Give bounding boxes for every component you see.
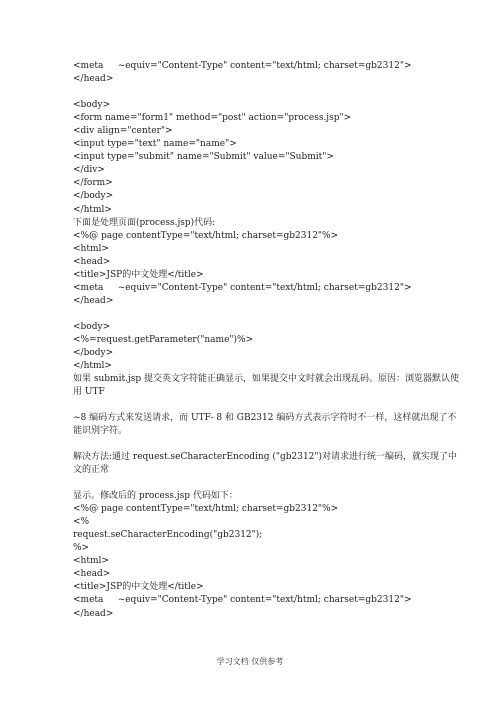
code-block-2 (73, 503, 463, 620)
code-line: <head> (73, 569, 111, 580)
code-line: <body> (73, 321, 111, 332)
code-line: <%@ page contentType="text/html; charset=gb2312"%> (73, 504, 339, 515)
code-line: <form name="form1" method="post" action="process.jsp"> (73, 113, 352, 124)
paragraph: 显示。修改后的 process.jsp 代码如下： (73, 491, 238, 502)
paragraph: ~8 编码方式来发送请求，而 UTF- 8 和 GB2312 编码方式表示字符时不一样，这样就出现了不能识别字符。 (73, 413, 457, 437)
code-line: </body> (73, 348, 114, 359)
page-footer: 学习文档 仅供参考 (216, 657, 284, 666)
code-line: </form> (73, 178, 113, 189)
paragraph-gap (73, 477, 463, 490)
paragraph: 如果 submit.jsp 提交英文字符能正确显示，如果提交中文时就会出现乱码。原因：浏览器默认使用 UTF (73, 374, 459, 398)
code-line: <input type="text" name="name"> (73, 139, 237, 150)
paragraph: 解决方法:通过 request.seCharacterEncoding ("gb2312")对请求进行统一编码，就实现了中文的正常 (73, 452, 458, 476)
code-line: </html> (73, 204, 112, 215)
code-line: <title>JSP的中文处理</title> (73, 582, 204, 593)
code-line: <title>JSP的中文处理</title> (73, 269, 204, 280)
code-line: <input type="submit" name="Submit" value="Submit"> (73, 152, 334, 163)
code-line: <meta ~equiv="Content-Type" content="text/html; charset=gb2312"> (73, 61, 412, 71)
code-line: <body> (73, 100, 111, 111)
blank-line (73, 308, 463, 321)
code-line: </body> (73, 191, 114, 202)
code-line: <% (73, 517, 90, 528)
blank-line (73, 86, 463, 99)
code-line: <%=request.getParameter("name")%> (73, 334, 254, 345)
code-line: <meta ~equiv="Content-Type" content="text/html; charset=gb2312"> (73, 282, 412, 293)
paragraph-gap (73, 399, 463, 412)
code-line: <head> (73, 256, 111, 267)
paragraph-gap (73, 438, 463, 451)
code-line: </div> (73, 165, 105, 176)
code-line: <div align="center"> (73, 126, 173, 137)
code-line: <%@ page contentType="text/html; charset=gb2312"%> (73, 230, 339, 241)
document-page (73, 60, 463, 621)
code-line: </head> (73, 608, 114, 619)
text-line: 下面是处理页面(process.jsp)代码: (73, 217, 216, 228)
code-line: <meta ~equiv="Content-Type" content="text/html; charset=gb2312"> (73, 595, 412, 606)
code-line: %> (73, 543, 90, 554)
code-line: </head> (73, 295, 114, 306)
code-line: request.seCharacterEncoding("gb2312"); (73, 530, 263, 541)
code-line: <html> (73, 243, 109, 254)
code-line: <html> (73, 556, 109, 567)
code-line: </html> (73, 361, 112, 372)
code-line: </head> (73, 74, 114, 85)
code-block-1 (73, 60, 463, 373)
